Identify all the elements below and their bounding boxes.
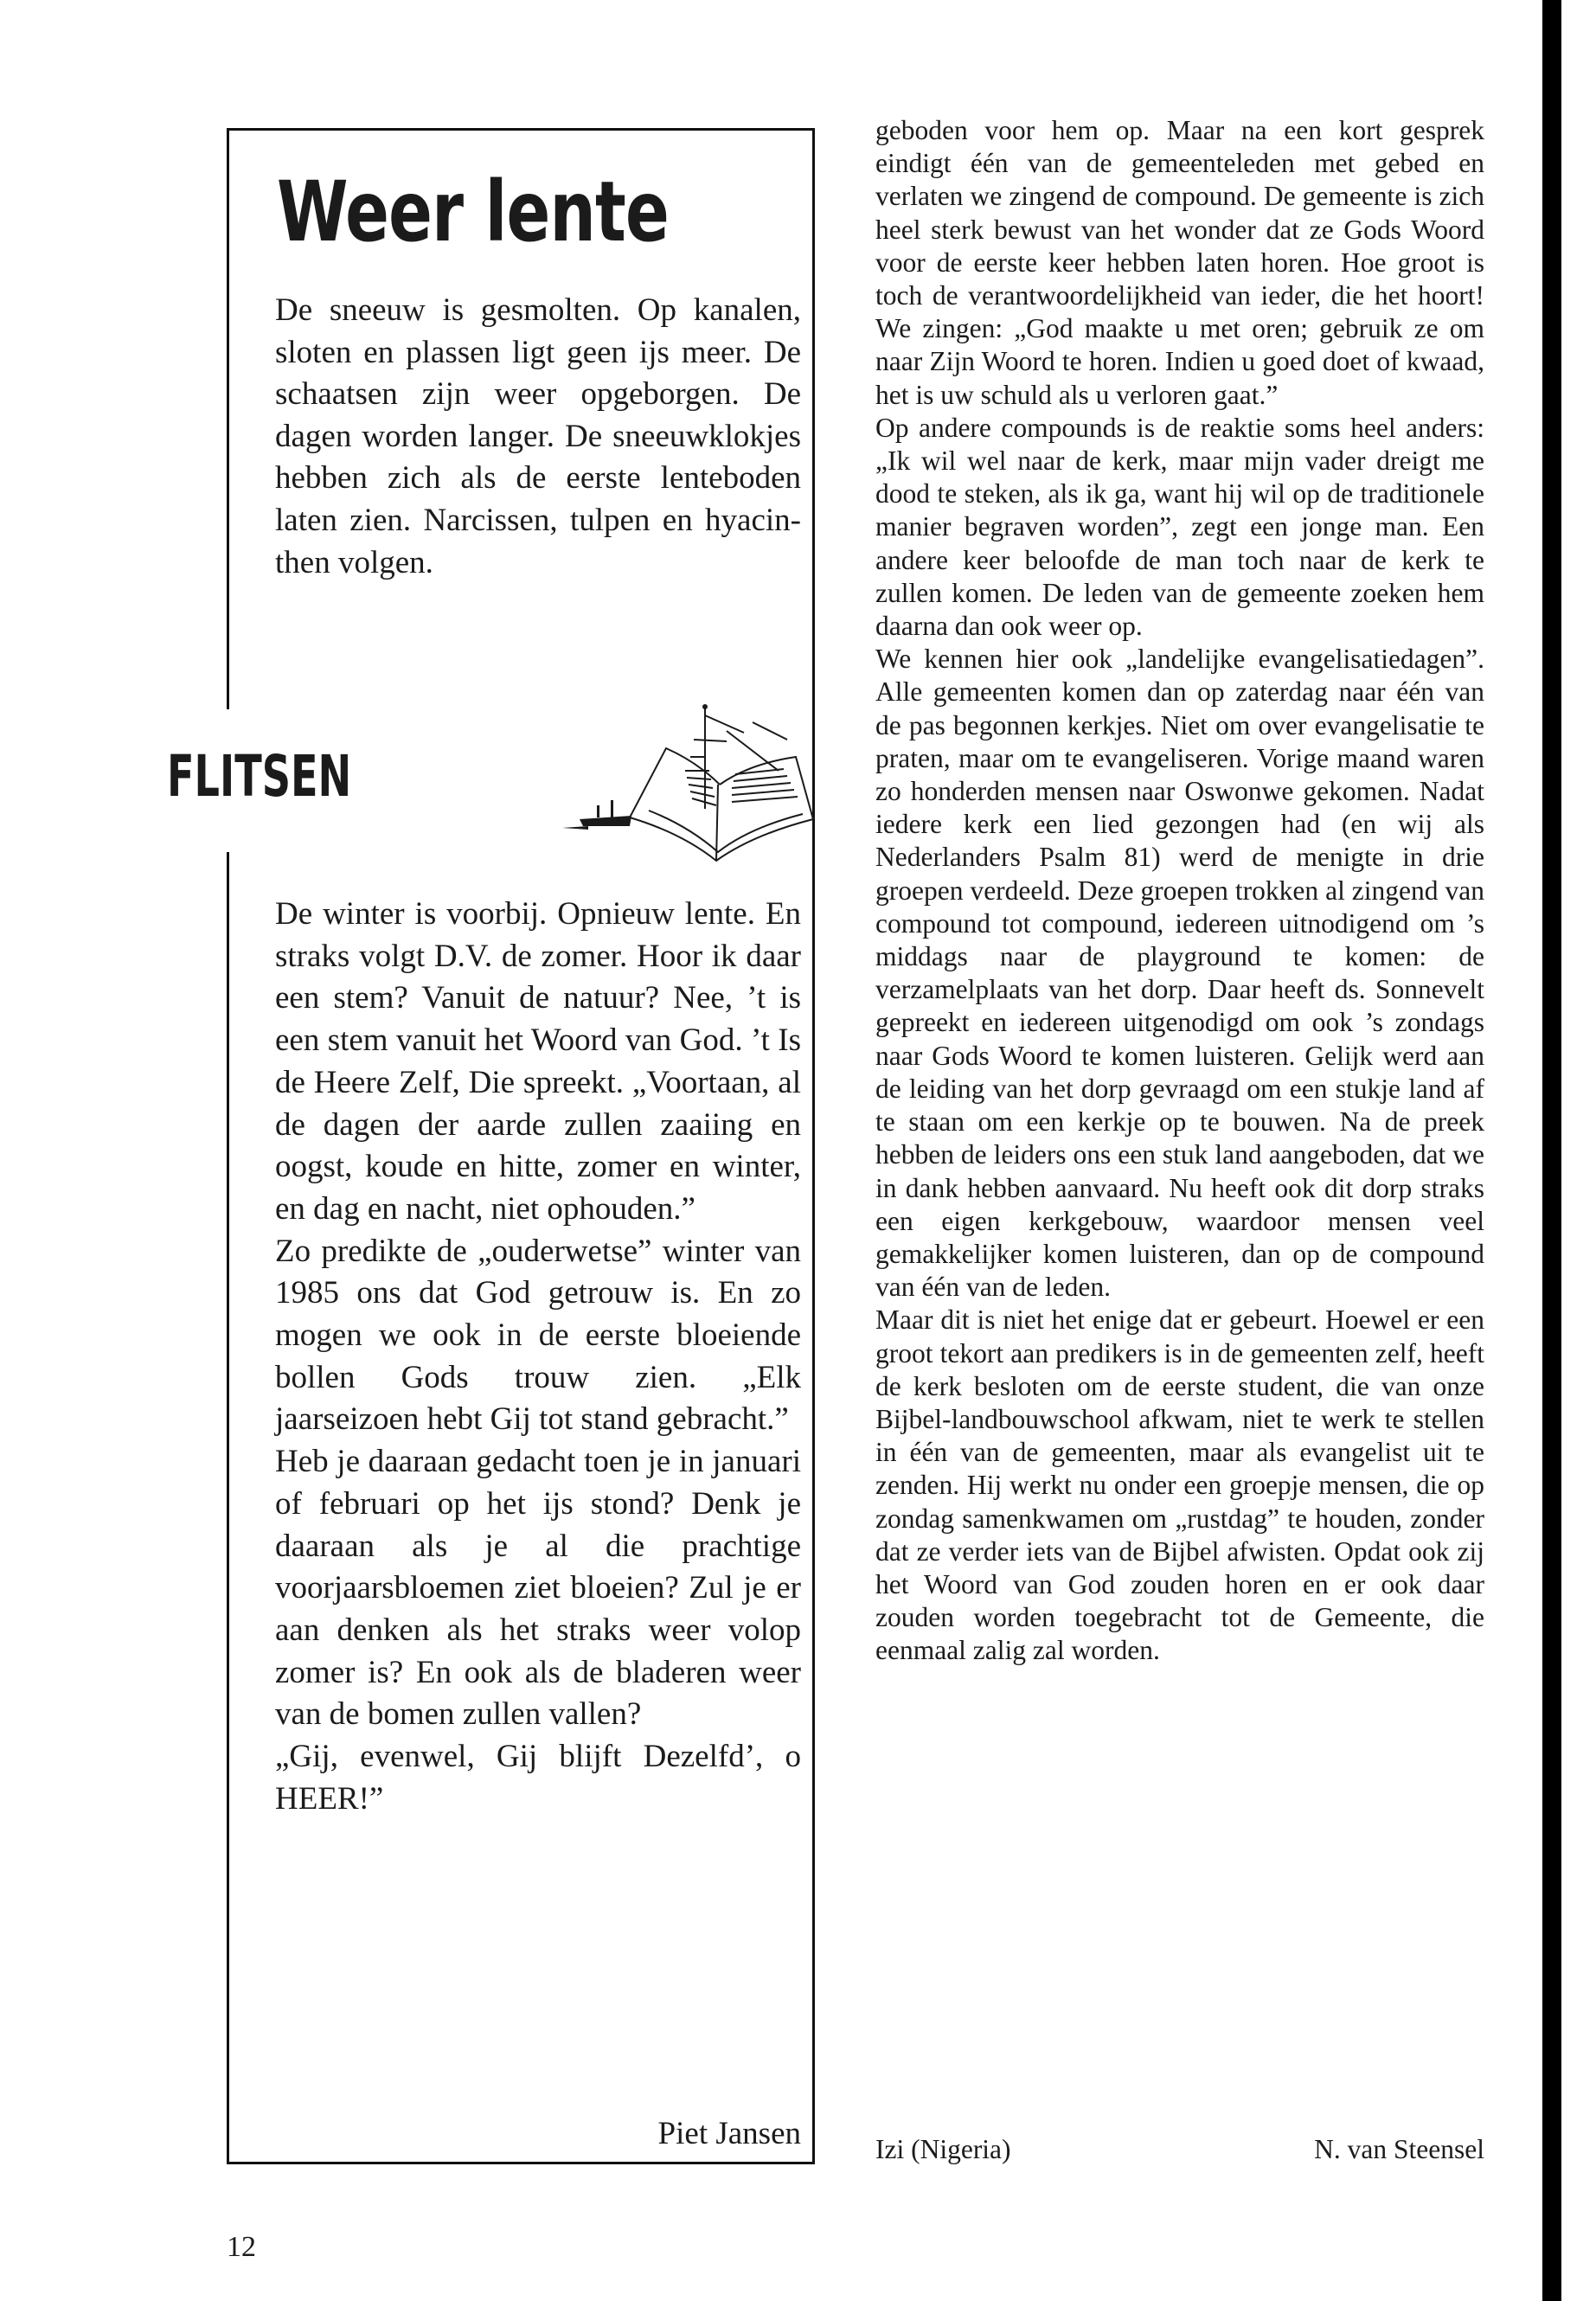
section-label: FLITSEN — [167, 743, 352, 810]
article-paragraph: „Gij, evenwel, Gij blijft Dezelfd’, o HEER!” — [275, 1739, 801, 1817]
article-signature: Piet Jansen — [657, 2116, 801, 2151]
article-body — [275, 894, 801, 1820]
article-title: Weer lente — [277, 163, 670, 260]
report-author: N. van Steensel — [1314, 2134, 1484, 2164]
report-place: Izi (Nigeria) — [875, 2134, 1011, 2164]
report-paragraph: We kennen hier ook „landelijke evangelisatiedagen”. Alle gemeenten komen dan op zaterdag naar één van de pas begonnen kerkjes. Niet om over evangelisatie te praten, maar om te evangeliseren. Vorige maand waren zo honderden mensen naar Oswonwe gekomen. Nadat iedere kerk een lied gezongen had (en wij als Nederlanders Psalm 81) werd de menigte in drie groepen verdeeld. Deze groepen trokken al zingend van compound tot compound, iedereen uitnodigend om ’s middags naar de playground te komen: de verzamelplaats van het dorp. Daar heeft ds. Sonnevelt gepreekt en iedereen uitgenodigd om ook ’s zondags naar Gods Woord te komen luisteren. Gelijk werd aan de leiding van het dorp gevraagd om een stukje land af te staan om een kerkje op te bouwen. Na de preek hebben de leiders ons een stuk land aangeboden, dat we in dank hebben aanvaard. Nu heeft ook dit dorp straks een eigen kerkgebouw, waardoor mensen veel gemakkelijker komen luisteren, dan op de compound van één van de leden. — [875, 644, 1484, 1303]
article-paragraph: De winter is voorbij. Opnieuw lente. En straks volgt D.V. de zomer. Hoor ik daar een stem? Vanuit de natuur? Nee, ’t is een stem vanuit het Woord van God. ’t Is de Heere Zelf, Die spreekt. „Voortaan, al de dagen der aarde zullen zaaiing en oogst, koude en hitte, zomer en winter, en dag en nacht, niet ophouden.” — [275, 896, 801, 1227]
article-box-border — [227, 852, 229, 2164]
article-paragraph: Heb je daaraan gedacht toen je in januari of februari op het ijs stond? Denk je daaraan als je al die prachtige voorjaarsbloemen ziet bloeien? Zul je er aan denken als het straks weer volop zomer is? En ook als de bladeren weer van de bomen zullen vallen? — [275, 1444, 801, 1733]
page-number: 12 — [227, 2231, 256, 2263]
report-paragraph: geboden voor hem op. Maar na een kort gesprek eindigt één van de gemeenteleden met gebed en verlaten we zingend de compound. De gemeente is zich heel sterk bewust van het wonder dat ze Gods Woord voor de eerste keer hebben laten horen. Hoe groot is toch de verantwoordelijkheid van ieder, die het hoort! We zingen: „God maakte u met oren; gebruik ze om naar Zijn Woord te horen. Indien u goed doet of kwaad, het is uw schuld als u verloren gaat.” — [875, 115, 1484, 410]
article-paragraph: Zo predikte de „ouderwetse” winter van 1985 ons dat God getrouw is. En zo mogen we ook in de eerste bloeiende bollen Gods trouw zien. „Elk jaarseizoen hebt Gij tot stand gebracht.” — [275, 1233, 801, 1438]
article-intro: De sneeuw is gesmolten. Op kanalen, sloten en plassen ligt geen ijs meer. De schaatsen zijn weer opgeborgen. De dagen worden langer. De sneeuwklokjes hebben zich als de eerste lenteboden laten zien. Narcissen, tulpen en hyacinthen volgen. — [275, 292, 801, 580]
page-edge-shadow — [1542, 0, 1561, 2301]
report-paragraph: Op andere compounds is de reaktie soms heel anders: „Ik wil wel naar de kerk, maar mijn vader dreigt me dood te steken, als ik ga, want hij wil op de traditionele manier begraven worden”, zegt een jonge man. Een andere keer beloofde de man toch naar de kerk te zullen komen. De leden van de gemeente zoeken hem daarna dan ook weer op. — [875, 412, 1484, 642]
open-bible-ship-illustration — [528, 688, 839, 887]
report-paragraph: Maar dit is niet het enige dat er gebeurt. Hoewel er een groot tekort aan predikers is in de gemeenten zelf, heeft de kerk besloten om de eerste student, die van onze Bijbel-landbouwschool afkwam, niet te werk te stellen in één van de gemeenten, maar als evangelist uit te zenden. Hij werkt nu onder een groepje mensen, die op zondag samenkwamen om „rustdag” te houden, zonder dat ze verder iets van de Bijbel afwisten. Opdat ook zij het Woord van God zouden horen en er ook daar zouden worden toegebracht tot de Gemeente, die eenmaal zalig zal worden. — [875, 1304, 1484, 1666]
article-box-border — [227, 128, 229, 709]
report-column — [875, 114, 1484, 1668]
